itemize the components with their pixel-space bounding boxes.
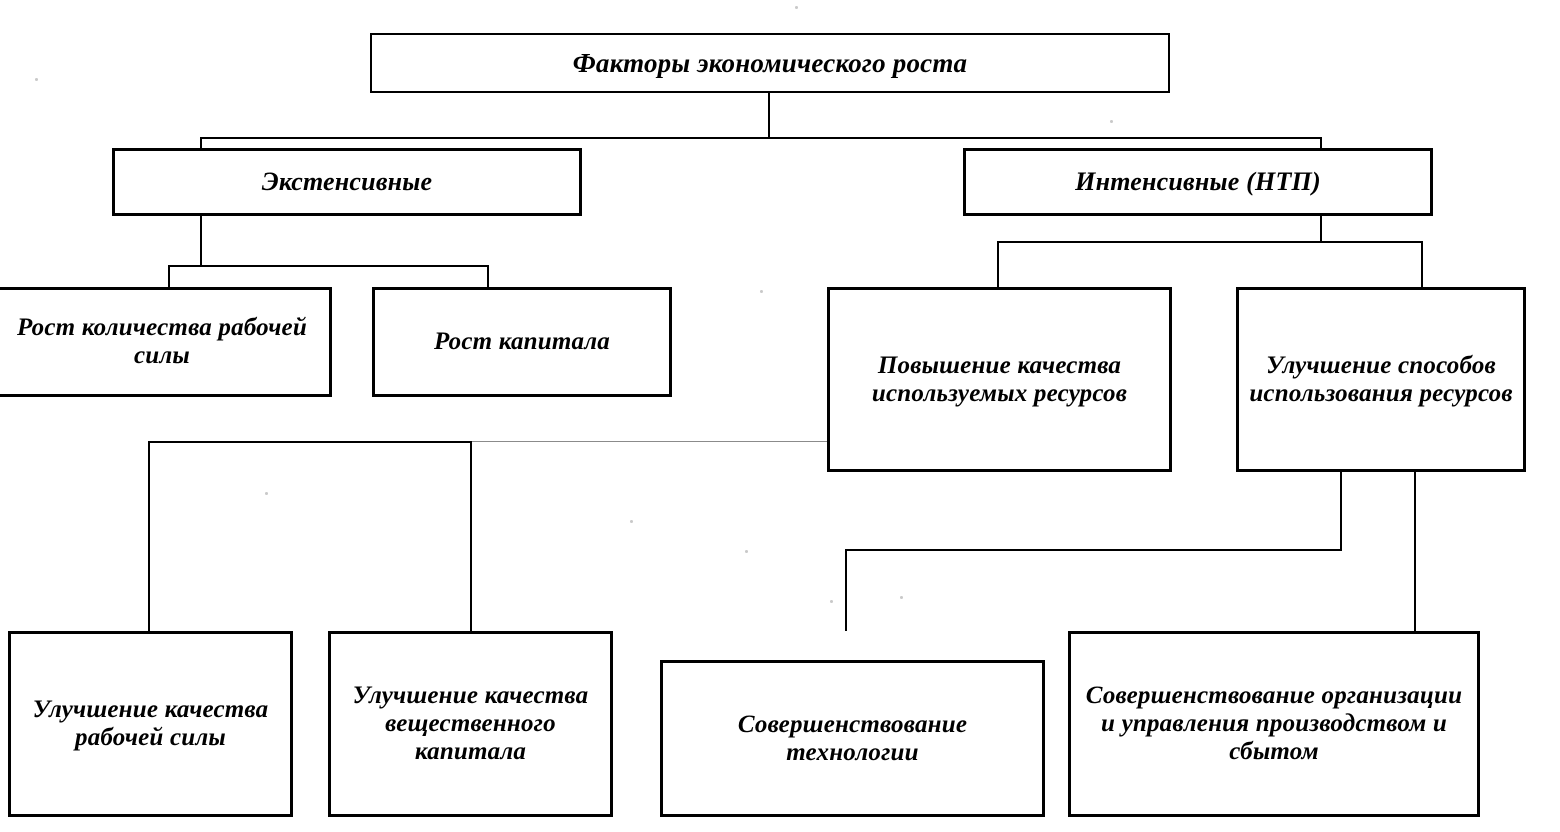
node-root-label: Факторы экономического роста: [572, 47, 968, 78]
connector-root-bus: [200, 137, 1320, 139]
connector-bottomleft-bus: [148, 441, 333, 443]
scan-speck: [760, 290, 763, 293]
connector-bottomleft-bus2: [330, 441, 472, 443]
scan-speck: [830, 600, 833, 603]
node-capital-quality-label: Улучшение качества вещественного капитала: [352, 682, 589, 765]
node-technology-label: Совершенствование технологии: [737, 710, 968, 766]
node-capital-quality[interactable]: [328, 631, 613, 817]
connector-to-better-use: [1421, 241, 1423, 287]
node-better-use[interactable]: [1236, 287, 1526, 472]
node-quality-resources[interactable]: [827, 287, 1172, 472]
scan-speck: [900, 596, 903, 599]
connector-intensive-stem: [1320, 216, 1322, 242]
connector-to-capital-growth: [487, 265, 489, 287]
connector-root-stem: [768, 93, 770, 138]
node-management[interactable]: [1068, 631, 1480, 817]
connector-to-capital-quality: [470, 441, 472, 631]
node-root[interactable]: [370, 33, 1170, 93]
node-quality-resources-label: Повышение качества используемых ресурсов: [871, 351, 1128, 407]
connector-betteruse-down: [1340, 472, 1342, 550]
node-intensive[interactable]: [963, 148, 1433, 216]
scan-speck: [795, 6, 798, 9]
connector-to-management: [1414, 472, 1416, 631]
connector-bottomright-bus: [845, 549, 1342, 551]
connector-to-labor-growth: [168, 265, 170, 287]
node-extensive-label: Экстенсивные: [261, 167, 433, 197]
node-management-label: Совершенствование организации и управления производством и сбытом: [1085, 682, 1463, 765]
node-labor-quality[interactable]: [8, 631, 293, 817]
scan-speck: [745, 550, 748, 553]
connector-bottomleft-down: [148, 441, 150, 631]
node-better-use-label: Улучшение способов использования ресурсов: [1249, 351, 1513, 407]
node-extensive[interactable]: [112, 148, 582, 216]
connector-extensive-bus: [168, 265, 488, 267]
scan-speck: [35, 78, 38, 81]
node-labor-growth[interactable]: [0, 287, 332, 397]
connector-extensive-stem: [200, 216, 202, 266]
connector-to-technology: [845, 549, 847, 631]
scan-speck: [1110, 120, 1113, 123]
node-labor-quality-label: Улучшение качества рабочей силы: [32, 696, 269, 751]
connector-intensive-bus: [997, 241, 1422, 243]
scan-speck: [265, 492, 268, 495]
node-capital-growth-label: Рост капитала: [434, 328, 610, 355]
connector-to-quality-res: [997, 241, 999, 287]
node-technology[interactable]: [660, 660, 1045, 817]
node-capital-growth[interactable]: [372, 287, 672, 397]
node-intensive-label: Интенсивные (НТП): [1075, 167, 1321, 197]
node-labor-growth-label: Рост количества рабочей силы: [17, 314, 307, 369]
scan-speck: [630, 520, 633, 523]
